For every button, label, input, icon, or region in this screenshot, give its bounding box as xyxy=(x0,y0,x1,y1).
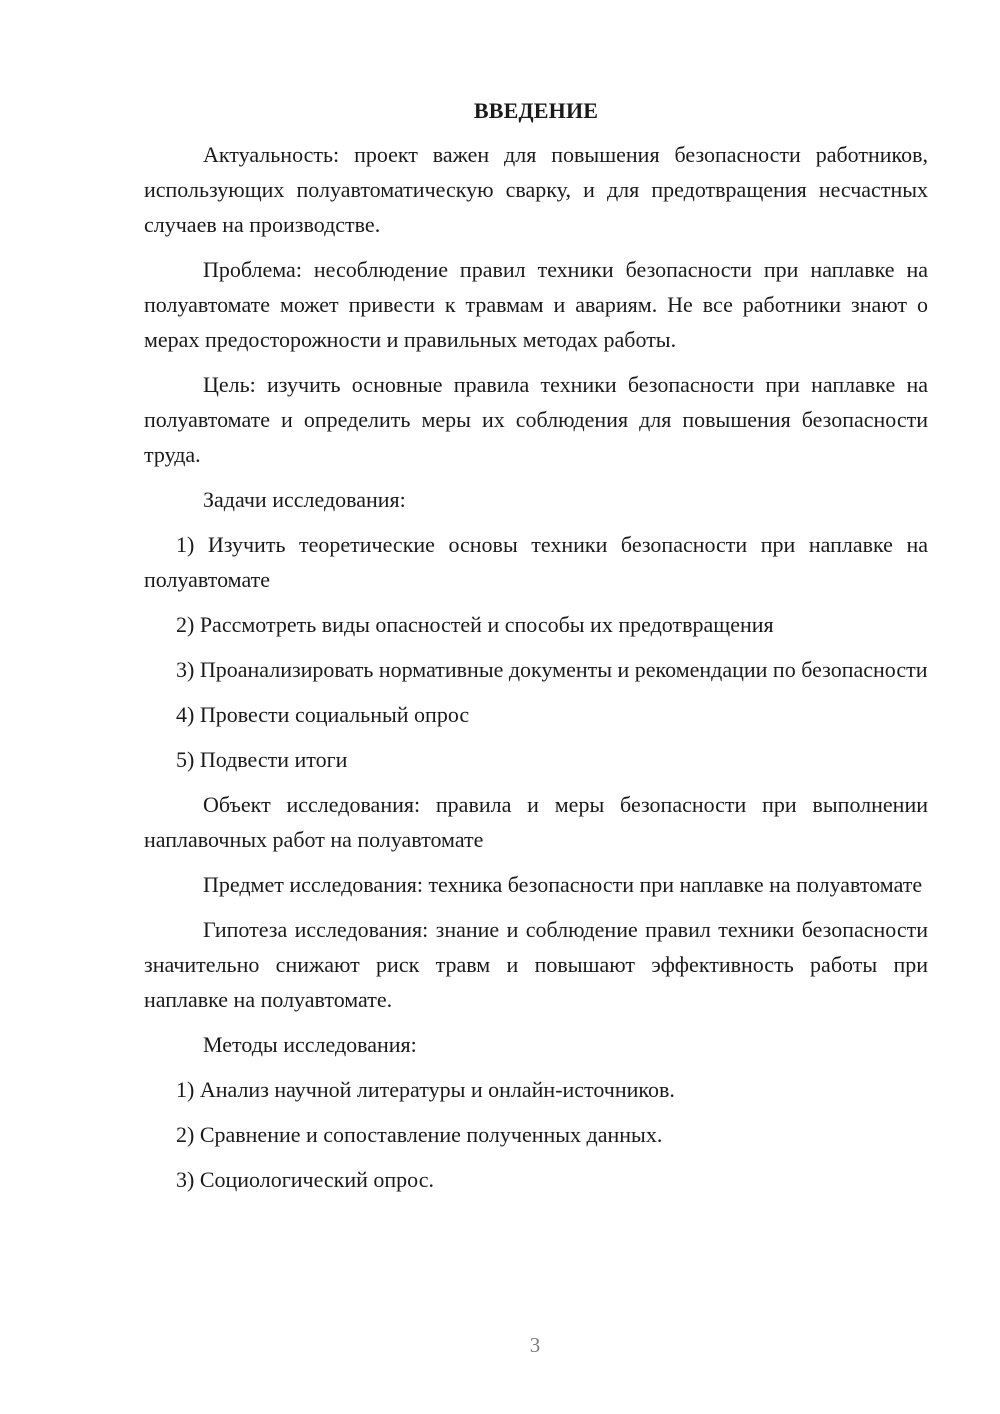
list-item: 2) Рассмотреть виды опасностей и способы их предотвращения xyxy=(176,612,774,637)
goal-paragraph: Цель: изучить основные правила техники безопасности при наплавке на полуавтомате и определить меры их соблюдения для повышения безопасности труда. xyxy=(144,372,928,467)
methods-list xyxy=(144,1072,928,1197)
tasks-heading: Задачи исследования: xyxy=(203,487,406,512)
list-item: 3) Проанализировать нормативные документы и рекомендации по безопасности xyxy=(176,657,928,682)
list-item: 5) Подвести итоги xyxy=(176,747,348,772)
list-item: 1) Изучить теоретические основы техники безопасности при наплавке на полуавтомате xyxy=(144,532,928,592)
list-item: 4) Провести социальный опрос xyxy=(176,702,470,727)
list-item: 3) Социологический опрос. xyxy=(176,1167,434,1192)
object-paragraph: Объект исследования: правила и меры безопасности при выполнении наплавочных работ на полуавтомате xyxy=(144,792,928,852)
hypothesis-paragraph: Гипотеза исследования: знание и соблюдение правил техники безопасности значительно снижают риск травм и повышают эффективность работы при наплавке на полуавтомате. xyxy=(144,917,928,1012)
list-item: 2) Сравнение и сопоставление полученных данных. xyxy=(176,1122,663,1147)
tasks-list xyxy=(144,527,928,777)
section-title: ВВЕДЕНИЕ xyxy=(473,98,599,123)
relevance-paragraph: Актуальность: проект важен для повышения безопасности работников, использующих полуавтоматическую сварку, и для предотвращения несчастных случаев на производстве. xyxy=(144,142,928,237)
document-page xyxy=(144,96,928,1207)
subject-paragraph: Предмет исследования: техника безопасности при наплавке на полуавтомате xyxy=(203,872,923,897)
page-number: 3 xyxy=(529,1333,541,1357)
list-item: 1) Анализ научной литературы и онлайн-источников. xyxy=(176,1077,675,1102)
problem-paragraph: Проблема: несоблюдение правил техники безопасности при наплавке на полуавтомате может привести к травмам и авариям. Не все работники знают о мерах предосторожности и правильных методах работы. xyxy=(144,257,928,352)
methods-heading: Методы исследования: xyxy=(203,1032,417,1057)
